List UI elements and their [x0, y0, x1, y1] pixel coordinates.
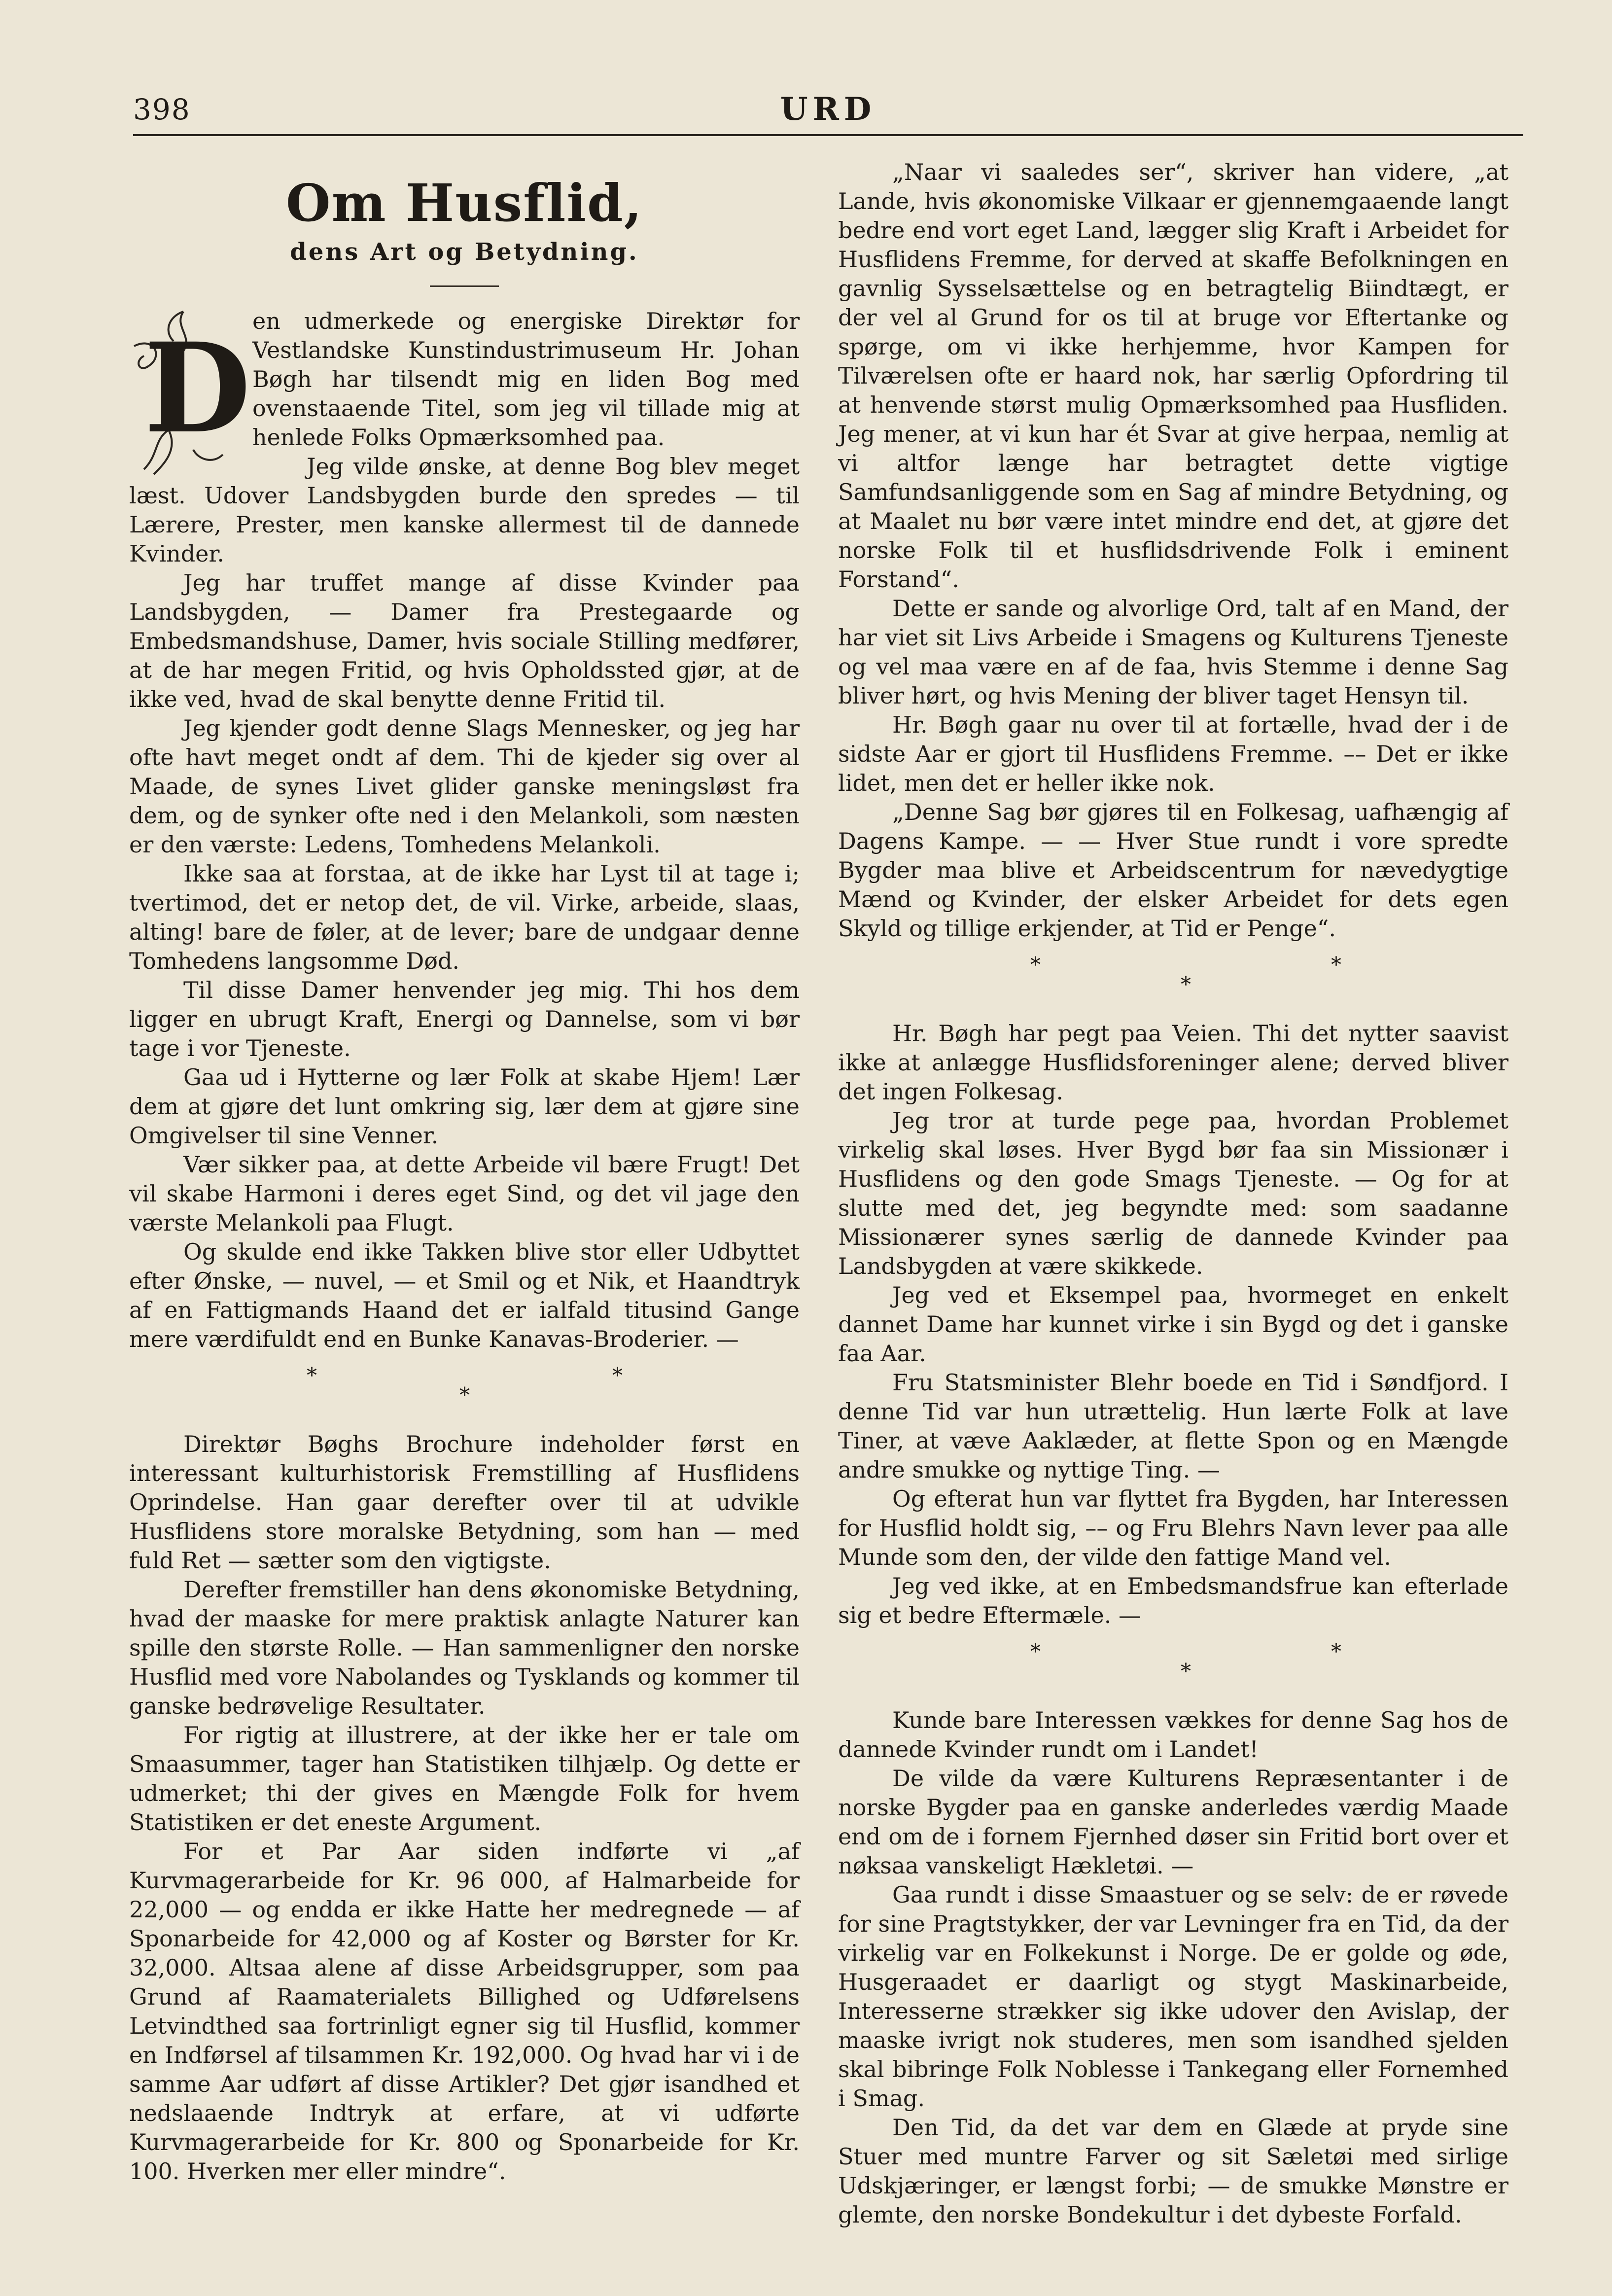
paragraph: Derefter fremstiller han dens økonomiske Betydning, hvad der maaske for mere praktisk anlagte Naturer kan spille den største Rolle. — Han sammenligner den norske Husflid med vore Nabolandes og Tysklands og kommer til ganske bedrøvelige Resultater. [129, 1576, 800, 1719]
running-header [133, 88, 1523, 132]
paragraph: Til disse Damer henvender jeg mig. Thi hos dem ligger en ubrugt Kraft, Energi og Dannelse, som vi bør tage i vor Tjeneste. [129, 977, 800, 1061]
paragraph: Gaa rundt i disse Smaastuer og se selv: de er røvede for sine Pragtstykker, der var Levninger fra en Tid, da der virkelig var en Folkekunst i Norge. De er golde og øde, Husgeraadet er daarligt og stygt Maskinarbeide, Interesserne strækker sig ikke udover den Avislap, der maaske ivrigt nok studeres, men som isandhed sjelden skal bibringe Folk Noblesse i Tankegang eller Fornemhed i Smag. [838, 1881, 1508, 2112]
left-column [129, 148, 800, 2185]
paragraph: Gaa ud i Hytterne og lær Folk at skabe Hjem! Lær dem at gjøre det lunt omkring sig, lær dem at gjøre sine Omgivelser til sine Venner. [129, 1064, 800, 1149]
article-subtitle: dens Art og Betydning. [290, 238, 639, 266]
paragraph: Og skulde end ikke Takken blive stor eller Udbyttet efter Ønske, — nuvel, — et Smil og et Nik, et Haandtryk af en Fattigmands Haand det er ialfald titusind Gange mere værdifuldt end en Bunke Kanavas-Broderier. — [129, 1238, 800, 1352]
paragraph: Jeg ved ikke, at en Embedsmandsfrue kan efterlade sig et bedre Eftermæle. — [838, 1573, 1508, 1628]
article-title: Om Husflid, [286, 173, 643, 233]
paragraph: Jeg ved et Eksempel paa, hvormeget en enkelt dannet Dame har kunnet virke i sin Bygd og det i ganske faa Aar. [838, 1282, 1508, 1367]
asterisk: * [1181, 972, 1191, 996]
paragraph: Jeg kjender godt denne Slags Mennesker, og jeg har ofte havt meget ondt af dem. Thi de kjeder sig over al Maade, de synes Livet glider ganske meningsløst fra dem, og de synker ofte ned i den Melankoli, som næsten er den værste: Ledens, Tomhedens Melankoli. [129, 715, 800, 858]
journal-name: URD [780, 91, 876, 128]
paragraph: Jeg vilde ønske, at denne Bog blev meget læst. Udover Landsbygden burde den spredes — til Lærere, Prester, men kanske allermest til de dannede Kvinder. [129, 453, 800, 567]
paragraph: Og efterat hun var flyttet fra Bygden, har Interessen for Husflid holdt sig, –– og Fru Blehrs Navn lever paa alle Munde som den, der vilde den fattige Mand vel. [838, 1485, 1508, 1570]
dropcap-letter: D [144, 316, 251, 460]
right-column [838, 148, 1508, 2228]
asterisk: * [307, 1363, 317, 1387]
opening-paragraph [129, 307, 800, 460]
paragraph: Hr. Bøgh gaar nu over til at fortælle, hvad der i de sidste Aar er gjort til Husflidens Fremme. –– Det er ikke lidet, men det er heller ikke nok. [838, 711, 1508, 796]
asterisk: * [459, 1383, 470, 1407]
section-divider [129, 1363, 800, 1410]
paragraph: Ikke saa at forstaa, at de ikke har Lyst til at tage i; tvertimod, det er netop det, de vil. Virke, arbeide, slaas, alting! bare de føler, at de lever; bare de undgaar denne Tomhedens langsomme Død. [129, 860, 800, 974]
header-rule [133, 134, 1523, 136]
ornamental-dropcap [124, 307, 251, 479]
paragraph: „Naar vi saaledes ser“, skriver han videre, „at Lande, hvis økonomiske Vilkaar er gjennemgaaende langt bedre end vort eget Land, lægger slig Kraft i Arbeidet for Husflidens Fremme, for derved at skaffe Befolkningen en gavnlig Sysselsættelse og en betragtelig Biindtægt, er der vel al Grund for os til at bruge vor Eftertanke og spørge, om vi ikke herhjemme, hvor Kampen for Tilværelsen ofte er haard nok, har særlig Opfordring til at henvende størst mulig Opmærksomhed paa Husfliden. Jeg mener, at vi kun har ét Svar at give herpaa, nemlig at vi altfor længe har betragtet dette vigtige Samfundsanliggende som en Sag af mindre Betydning, og at Maalet nu bør være intet mindre end det, at gjøre det norske Folk til et husflidsdrivende Folk i eminent Forstand“. [838, 159, 1508, 593]
section-divider [838, 955, 1508, 999]
asterisk: * [1181, 1659, 1191, 1683]
paragraph: Hr. Bøgh har pegt paa Veien. Thi det nytter saavist ikke at anlægge Husflidsforeninger alene; derved bliver det ingen Folkesag. [838, 1020, 1508, 1105]
paragraph: Den Tid, da det var dem en Glæde at pryde sine Stuer med muntre Farver og sit Sæletøi med sirlige Udskjæringer, er længst forbi; — de smukke Mønstre er glemte, den norske Bondekultur i det dybeste Forfald. [838, 2114, 1508, 2228]
section-divider [838, 1639, 1508, 1686]
paragraph: Dette er sande og alvorlige Ord, talt af en Mand, der har viet sit Livs Arbeide i Smagens og Kulturens Tjeneste og vel maa være en af de faa, hvis Stemme i denne Sag bliver hørt, og hvis Mening der bliver taget Hensyn til. [838, 595, 1508, 709]
asterisk: * [612, 1363, 623, 1387]
page-number: 398 [133, 93, 191, 126]
paragraph: Direktør Bøghs Brochure indeholder først en interessant kulturhistorisk Fremstilling af Husflidens Oprindelse. Han gaar derefter over til at udvikle Husflidens store moralske Betydning, som han — med fuld Ret — sætter som den vigtigste. [129, 1431, 800, 1574]
paragraph: Fru Statsminister Blehr boede en Tid i Søndfjord. I denne Tid var hun utrættelig. Hun lærte Folk at lave Tiner, at væve Aaklæder, at flette Spon og en Mængde andre smukke og nyttige Ting. — [838, 1369, 1508, 1483]
title-rule [430, 285, 499, 287]
paragraph: For rigtig at illustrere, at der ikke her er tale om Smaasummer, tager han Statistiken tilhjælp. Og dette er udmerket; thi der gives en Mængde Folk for hvem Statistiken er det eneste Argument. [129, 1722, 800, 1836]
asterisk: * [1030, 1639, 1041, 1663]
paragraph: en udmerkede og energiske Direktør for Vestlandske Kunstindustrimuseum Hr. Johan Bøgh har tilsendt mig en liden Bog med ovenstaaende Titel, som jeg vil tillade mig at henlede Folks Opmærksomhed paa. [252, 308, 800, 451]
paragraph: Vær sikker paa, at dette Arbeide vil bære Frugt! Det vil skabe Harmoni i deres eget Sind, og det vil jage den værste Melankoli paa Flugt. [129, 1151, 800, 1236]
paragraph: De vilde da være Kulturens Repræsentanter i de norske Bygder paa en ganske anderledes værdig Maade end om de i fornem Fjernhed døser sin Fritid bort over et nøksaa vanskeligt Hækletøi. — [838, 1765, 1508, 1879]
asterisk: * [1331, 1639, 1341, 1663]
paragraph: „Denne Sag bør gjøres til en Folkesag, uafhængig af Dagens Kampe. — — Hver Stue rundt i vore spredte Bygder maa blive et Arbeidscentrum for nævedygtige Mænd og Kvinder, der elsker Arbeidet for dets egen Skyld og tillige erkjender, at Tid er Penge“. [838, 799, 1508, 942]
paragraph: Jeg tror at turde pege paa, hvordan Problemet virkelig skal løses. Hver Bygd bør faa sin Missionær i Husflidens og den gode Smags Tjeneste. — Og for at slutte med det, jeg begyndte med: som saadanne Missionærer synes særlig de dannede Kvinder paa Landsbygden at være skikkede. [838, 1107, 1508, 1279]
asterisk: * [1331, 953, 1341, 977]
paragraph: Jeg har truffet mange af disse Kvinder paa Landsbygden, — Damer fra Prestegaarde og Embedsmandshuse, Damer, hvis sociale Stilling medfører, at de har megen Fritid, og hvis Opholdssted gjør, at de ikke ved, hvad de skal benytte denne Fritid til. [129, 569, 800, 712]
paragraph: Kunde bare Interessen vækkes for denne Sag hos de dannede Kvinder rundt om i Landet! [838, 1707, 1508, 1763]
asterisk: * [1030, 953, 1041, 977]
paragraph: For et Par Aar siden indførte vi „af Kurvmagerarbeide for Kr. 96 000, af Halmarbeide for 22,000 — og endda er ikke Hatte her medregnede — af Sponarbeide for 42,000 og af Koster og Børster for Kr. 32,000. Altsaa alene af disse Arbeidsgrupper, som paa Grund af Raamaterialets Billighed og Udførelsens Letvindthed saa fortrinligt egner sig til Husflid, kommer en Indførsel af tilsammen Kr. 192,000. Og hvad har vi i de samme Aar udført af disse Artikler? Det gjør isandhed et nedslaaende Indtryk at erfare, at vi udførte Kurvmagerarbeide for Kr. 800 og Sponarbeide for Kr. 100. Hverken mer eller mindre“. [129, 1838, 800, 2185]
